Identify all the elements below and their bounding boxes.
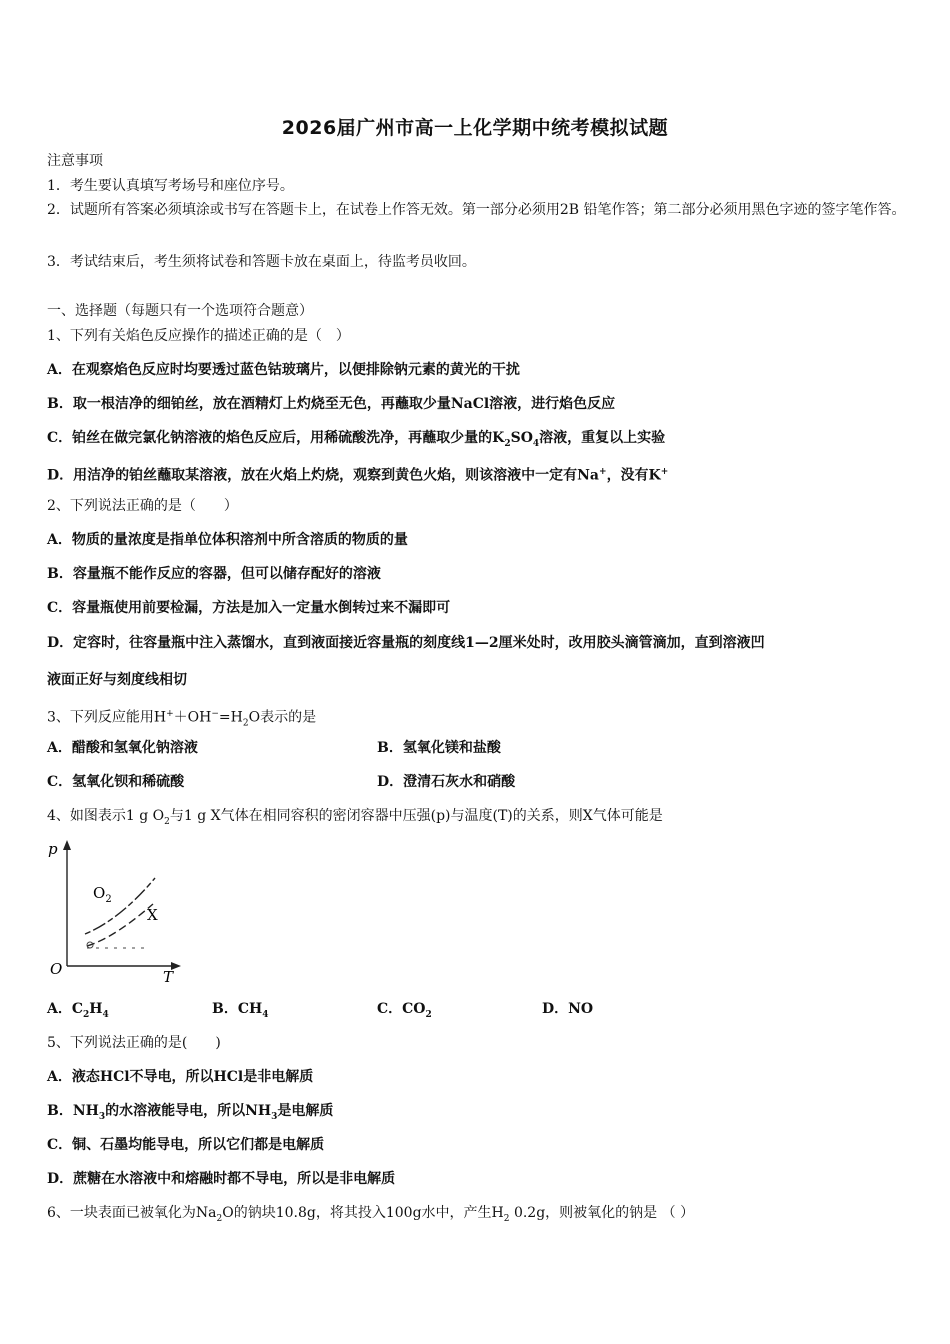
q1-d-mid: ，没有K xyxy=(606,467,661,484)
q1-d-sup2: + xyxy=(660,467,669,477)
q3-stem-mid2: =H xyxy=(218,709,243,726)
q2-option-b: B．容量瓶不能作反应的容器，但可以储存配好的溶液 xyxy=(47,566,381,582)
q2-option-a: A．物质的量浓度是指单位体积溶剂中所含溶质的物质的量 xyxy=(47,532,408,548)
q4-b-pre: B．CH xyxy=(212,1001,263,1017)
q1-c-pre: C．铂丝在做完氯化钠溶液的焰色反应后，用稀硫酸洗净，再蘸取少量的K xyxy=(47,430,505,446)
notes-item-3: 3．考试结束后，考生须将试卷和答题卡放在桌面上，待监考员收回。 xyxy=(47,254,476,270)
origin-label: O xyxy=(50,960,63,978)
q1-option-c xyxy=(47,428,665,454)
q4-a-pre: A．C xyxy=(47,1001,84,1017)
y-axis-arrow xyxy=(63,840,71,850)
notes-heading: 注意事项 xyxy=(47,153,103,169)
q4-option-c xyxy=(377,999,432,1025)
q4-a-mid: H xyxy=(89,1001,103,1017)
t-axis-label: T xyxy=(163,968,174,983)
q6-sub2: 2 xyxy=(503,1213,510,1224)
q1-c-sub2: 4 xyxy=(532,438,540,449)
q3-sub1: 2 xyxy=(242,718,249,729)
q1-option-a: A．在观察焰色反应时均要透过蓝色钴玻璃片，以便排除钠元素的黄光的干扰 xyxy=(47,362,520,378)
q4-b-sub: 4 xyxy=(262,1009,269,1020)
q6-sub1: 2 xyxy=(216,1213,223,1224)
q4-sub1: 2 xyxy=(164,816,170,827)
section-heading: 一、选择题（每题只有一个选项符合题意） xyxy=(47,303,313,319)
notes-item-1: 1．考生要认真填写考场号和座位序号。 xyxy=(47,178,294,194)
q1-stem: 1、下列有关焰色反应操作的描述正确的是（ ） xyxy=(47,328,350,344)
p-axis-label: p xyxy=(48,840,58,858)
o2-label-sub: 2 xyxy=(105,894,112,905)
q6-stem-pre: 6、一块表面已被氧化为Na xyxy=(47,1205,217,1221)
q2-option-d-line1: D．定容时，往容量瓶中注入蒸馏水，直到液面接近容量瓶的刻度线1—2厘米处时，改用胶头滴管滴加，直到溶液凹 xyxy=(47,635,765,651)
q4-stem xyxy=(47,806,663,832)
x-curve xyxy=(87,904,153,946)
q4-c-pre: C．CO xyxy=(377,1001,426,1017)
q1-d-sup1: + xyxy=(599,467,607,477)
q5-b-mid: 的水溶液能导电，所以NH xyxy=(105,1103,272,1119)
q1-c-mid: SO xyxy=(510,430,533,446)
q5-option-a: A．液态HCl不导电，所以HCl是非电解质 xyxy=(47,1069,314,1085)
q5-stem: 5、下列说法正确的是( ) xyxy=(47,1035,221,1051)
q5-b-pre: B．NH xyxy=(47,1103,99,1119)
q2-stem: 2、下列说法正确的是（ ） xyxy=(47,498,238,514)
q3-sup2: − xyxy=(211,709,219,719)
q6-stem-post: 0.2g，则被氧化的钠是 （ ） xyxy=(509,1205,695,1221)
q5-option-b xyxy=(47,1101,333,1127)
q1-option-b: B．取一根洁净的细铂丝，放在酒精灯上灼烧至无色，再蘸取少量NaCl溶液，进行焰色反应 xyxy=(47,396,616,412)
q5-b-sub2: 3 xyxy=(271,1111,278,1122)
page-title: 2026届广州市高一上化学期中统考模拟试题 xyxy=(281,117,669,139)
q3-stem-mid: ＋OH xyxy=(173,709,212,726)
q4-option-a xyxy=(47,999,109,1025)
q1-c-sub1: 2 xyxy=(504,438,511,449)
q3-stem-pre: 3、下列反应能用H xyxy=(47,709,167,726)
q5-option-c: C．铜、石墨均能导电，所以它们都是电解质 xyxy=(47,1137,325,1153)
x-curve-label: X xyxy=(147,906,158,924)
q3-option-b: B．氢氧化镁和盐酸 xyxy=(377,740,501,756)
q4-a-sub1: 2 xyxy=(83,1009,90,1020)
q3-stem-post: O表示的是 xyxy=(248,709,317,726)
q4-c-sub: 2 xyxy=(425,1009,432,1020)
o2-curve-label xyxy=(93,884,112,905)
q3-option-d: D．澄清石灰水和硝酸 xyxy=(377,774,516,790)
q4-stem-post: 与1 g X气体在相同容积的密闭容器中压强(p)与温度(T)的关系，则X气体可能是 xyxy=(169,808,663,824)
notes-item-2: 2．试题所有答案必须填涂或书写在答题卡上，在试卷上作答无效。第一部分必须用2B 铅笔作答；第二部分必须用黑色字迹的签字笔作答。 xyxy=(47,202,906,218)
q4-a-sub2: 4 xyxy=(102,1009,109,1020)
o2-label-main: O xyxy=(93,884,106,902)
q5-b-post: 是电解质 xyxy=(277,1103,334,1119)
q2-option-c: C．容量瓶使用前要检漏，方法是加入一定量水倒转过来不漏即可 xyxy=(47,600,451,616)
q4-stem-pre: 4、如图表示1 g O xyxy=(47,808,165,824)
pressure-temperature-graph xyxy=(45,838,185,983)
q6-stem xyxy=(47,1203,694,1229)
q5-b-sub1: 3 xyxy=(98,1111,106,1122)
q4-option-b xyxy=(212,999,268,1025)
q3-stem xyxy=(47,704,316,733)
q5-option-d: D．蔗糖在水溶液中和熔融时都不导电，所以是非电解质 xyxy=(47,1171,396,1187)
q1-d-pre: D．用洁净的铂丝蘸取某溶液，放在火焰上灼烧，观察到黄色火焰，则该溶液中一定有Na xyxy=(47,467,600,484)
q6-stem-mid: O的钠块10.8g，将其投入100g水中，产生H xyxy=(222,1205,504,1221)
q3-option-c: C．氢氧化钡和稀硫酸 xyxy=(47,774,185,790)
q4-option-d: D．NO xyxy=(542,1001,594,1017)
q1-c-post: 溶液，重复以上实验 xyxy=(539,430,666,446)
q3-option-a: A．醋酸和氢氧化钠溶液 xyxy=(47,740,198,756)
q2-option-d-line2: 液面正好与刻度线相切 xyxy=(47,672,187,688)
q3-sup1: + xyxy=(166,709,174,719)
q1-option-d xyxy=(47,462,668,486)
